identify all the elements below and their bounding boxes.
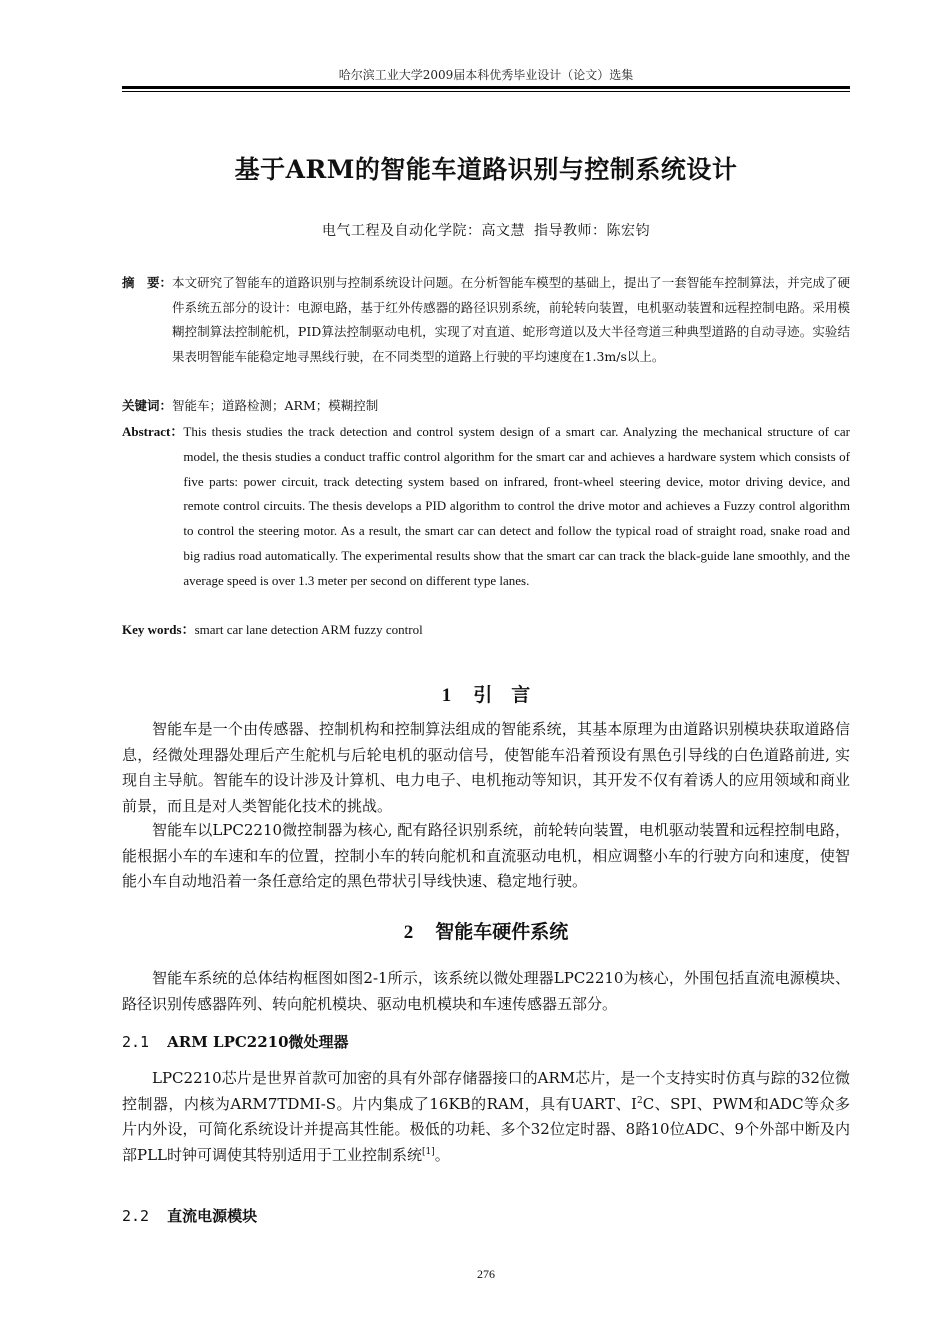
section-2-heading: [122, 917, 850, 944]
keywords-en-label: Key words：: [122, 622, 195, 637]
section-1-title: 引 言: [473, 684, 531, 706]
header-rule-thin: [122, 91, 850, 92]
section-1-heading: [122, 680, 850, 707]
subsection-2-1-text-end: 。: [434, 1145, 450, 1164]
subsection-2-1-paragraph: [122, 1066, 850, 1168]
keywords-en: [122, 618, 850, 643]
section-2-number: 2: [403, 922, 414, 943]
subsection-2-1-number: 2.1: [122, 1033, 150, 1051]
section-1-paragraph-2: 智能车以LPC2210微控制器为核心, 配有路径识别系统，前轮转向装置，电机驱动装置和远程控制电路，能根据小车的车速和车的位置，控制小车的转向舵机和直流驱动电机，相应调整小车的行驶方向和速度，使智能小车自动地沿着一条任意给定的黑色带状引导线快速、稳定地行驶。: [122, 821, 850, 891]
subsection-2-1-title: ARM LPC2210微处理器: [167, 1033, 349, 1051]
subsection-2-2-number: 2.2: [122, 1207, 150, 1225]
superscript-2: 2: [636, 1095, 643, 1106]
section-2-intro: 智能车系统的总体结构框图如图2-1所示，该系统以微处理器LPC2210为核心，外围包括直流电源模块、路径识别传感器阵列、转向舵机模块、驱动电机模块和车速传感器五部分。: [122, 969, 850, 1013]
keywords-en-text: smart car lane detection ARM fuzzy control: [194, 622, 423, 637]
paper-title: 基于ARM的智能车道路识别与控制系统设计: [234, 155, 738, 184]
subsection-2-1-text-b: C、SPI、PWM和ADC等众多片内外设，可简化系统设计并提高其性能。极低的功耗、多个32位定时器、8路10位ADC、9个外部中断及内部PLL时钟可调使其特别适用于工业控制系统: [122, 1094, 850, 1164]
citation-ref[interactable]: [1]: [422, 1146, 435, 1157]
abstract-en-label: Abstract：: [122, 424, 184, 439]
abstract-en: [122, 420, 850, 594]
page-number: 276: [477, 1267, 495, 1281]
section-1-number: 1: [441, 685, 452, 706]
abstract-cn: [122, 271, 850, 369]
keywords-cn: [122, 394, 850, 419]
running-header: 哈尔滨工业大学2009届本科优秀毕业设计（论文）选集: [338, 68, 634, 82]
abstract-cn-text: 本文研究了智能车的道路识别与控制系统设计问题。在分析智能车模型的基础上，提出了一套智能车控制算法，并完成了硬件系统五部分的设计：电源电路，基于红外传感器的路径识别系统，前轮转向装置，电机驱动装置和远程控制电路。采用模糊控制算法控制舵机，PID算法控制驱动电机，实现了对直道、蛇形弯道以及大半径弯道三种典型道路的自动寻迹。实验结果表明智能车能稳定地寻黑线行驶，在不同类型的道路上行驶的平均速度在1.3m/s以上。: [172, 275, 850, 364]
keywords-cn-text: 智能车；道路检测；ARM；模糊控制: [172, 398, 379, 413]
section-2-title: 智能车硬件系统: [435, 921, 569, 943]
abstract-cn-label: 摘 要：: [122, 275, 173, 290]
section-1-paragraph-1: 智能车是一个由传感器、控制机构和控制算法组成的智能系统，其基本原理为由道路识别模块获取道路信息，经微处理器处理后产生舵机与后轮电机的驱动信号，使智能车沿着预设有黑色引导线的白色道路前进, 实现自主导航。智能车的设计涉及计算机、电力电子、电机拖动等知识，其开发不仅有着诱人的应用领域和商业前景，而且是对人类智能化技术的挑战。: [122, 720, 850, 815]
subsection-2-1-text-a: LPC2210芯片是世界首款可加密的具有外部存储器接口的ARM芯片，是一个支持实时仿真与踪的32位微控制器，内核为ARM7TDMI-S。片内集成了16KB的RAM，具有UART、I: [122, 1069, 850, 1113]
abstract-en-text: This thesis studies the track detection and control system design of a smart car. Analyzing the mechanical structure of car model, the thesis studies a conduct traffic control algorithm for the smart car and achieves a hardware system which consists of five parts: power circuit, track detecting system based on infrared, front-wheel steering device, motor driving device, and remote control circuits. The thesis develops a PID algorithm to control the drive motor and achieves a Fuzzy control algorithm to control the steering motor. As a result, the smart car can detect and follow the typical road of straight road, snake road and big radius road automatically. The experimental results show that the smart car can track the black-guide lane smoothly, and the average speed is over 1.3 meter per second on different type lanes.: [183, 424, 850, 588]
subsection-2-2-heading: [122, 1205, 850, 1226]
subsection-2-2-title: 直流电源模块: [167, 1207, 258, 1225]
header-rule-thick: [122, 86, 850, 89]
authors-line: 电气工程及自动化学院：高文慧 指导教师：陈宏钧: [322, 223, 650, 239]
keywords-cn-label: 关键词：: [122, 398, 173, 413]
subsection-2-1-heading: [122, 1031, 850, 1052]
